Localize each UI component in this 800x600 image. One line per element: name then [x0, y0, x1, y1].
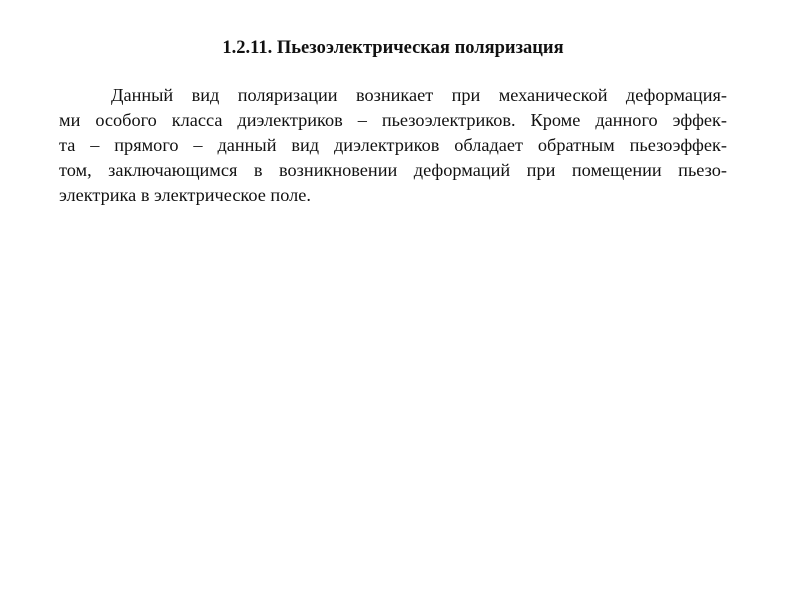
body-paragraph: [59, 83, 727, 208]
section-title: 1.2.11. Пьезоэлектрическая поляризация: [222, 38, 564, 58]
paragraph-line: электрика в электрическое поле.: [59, 185, 311, 205]
paragraph-line: ми особого класса диэлектриков – пьезоэлектриков. Кроме данного эффек-: [59, 110, 727, 130]
paragraph-line: том, заключающимся в возникновении деформаций при помещении пьезо-: [59, 160, 727, 180]
paragraph-line: Данный вид поляризации возникает при механической деформация-: [111, 85, 727, 105]
paragraph-line: та – прямого – данный вид диэлектриков обладает обратным пьезоэффек-: [59, 135, 727, 155]
